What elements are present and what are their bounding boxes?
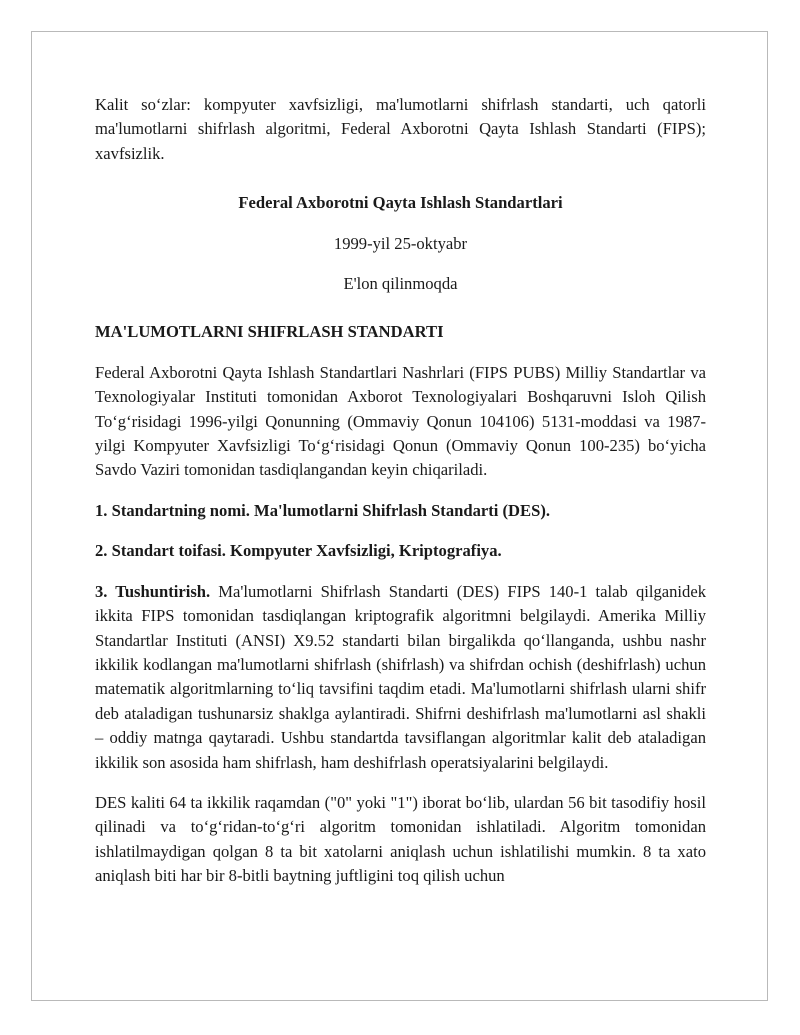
item-3-explanation [95,580,706,775]
intro-paragraph: Federal Axborotni Qayta Ishlash Standartlari Nashrlari (FIPS PUBS) Milliy Standartlar va Texnologiyalar Instituti tomonidan Axborot Texnologiyalari Boshqaruvni Isloh Qilish To‘g‘risidagi 1996-yilgi Qonunning (Ommaviy Qonun 104106) 5131-moddasi va 1987-yilgi Kompyuter Xavfsizligi To‘g‘risidagi Qonun (Ommaviy Qonun 100-235) bo‘yicha Savdo Vaziri tomonidan tasdiqlangandan keyin chiqariladi. [95,362,706,480]
item-1-standard-name: 1. Standartning nomi. Ma'lumotlarni Shifrlash Standarti (DES). [95,500,551,520]
item-2-standard-category: 2. Standart toifasi. Kompyuter Xavfsizligi, Kriptografiya. [95,541,502,561]
des-key-paragraph: DES kaliti 64 ta ikkilik raqamdan ("0" yoki "1") iborat bo‘lib, ulardan 56 bit tasodifiy hosil qilinadi va to‘g‘ridan-to‘g‘ri algoritm tomonidan ishlatiladi. Algoritm tomonidan ishlatilmaydigan qolgan 8 ta bit xatolarni aniqlash uchun ishlatilishi mumkin. 8 ta xato aniqlash biti har bir 8-bitli baytning juftligini toq qilish uchun [95,792,706,886]
document-status: E'lon qilinmoqda [343,274,458,294]
keywords-paragraph: Kalit so‘zlar: kompyuter xavfsizligi, ma'lumotlarni shifrlash standarti, uch qatorli ma'lumotlarni shifrlash algoritmi, Federal Axborotni Qayta Ishlash Standarti (FIPS); xavfsizlik. [95,95,706,163]
document-date: 1999-yil 25-oktyabr [333,233,468,253]
item-3-label: 3. Tushuntirish. [95,581,211,601]
page-content [95,93,706,889]
document-title: Federal Axborotni Qayta Ishlash Standartlari [238,193,563,213]
item-3-text: Ma'lumotlarni Shifrlash Standarti (DES) FIPS 140-1 talab qilganidek ikkita FIPS tomonidan tasdiqlangan kriptografik algoritmni belgilaydi. Amerika Milliy Standartlar Instituti (ANSI) X9.52 standarti bilan birgalikda qo‘llanganda, ushbu nashr ikkilik kodlangan ma'lumotlarni shifrlash (shifrlash) va shifrdan ochish (deshifrlash) uchun matematik algoritmlarning to‘liq tavsifini taqdim etadi. Ma'lumotlarni shifrlash ularni shifr deb ataladigan tushunarsiz shaklga aylantiradi. Shifrni deshifrlash ma'lumotlarni asl shakli – oddiy matnga qaytaradi. Ushbu standartda tavsiflangan algoritmlar kalit deb ataladigan ikkilik son asosida ham shifrlash, ham deshifrlash operatsiyalarini belgilaydi. [95,581,706,772]
document-page [31,31,768,1001]
section-heading: MA'LUMOTLARNI SHIFRLASH STANDARTI [95,322,444,342]
